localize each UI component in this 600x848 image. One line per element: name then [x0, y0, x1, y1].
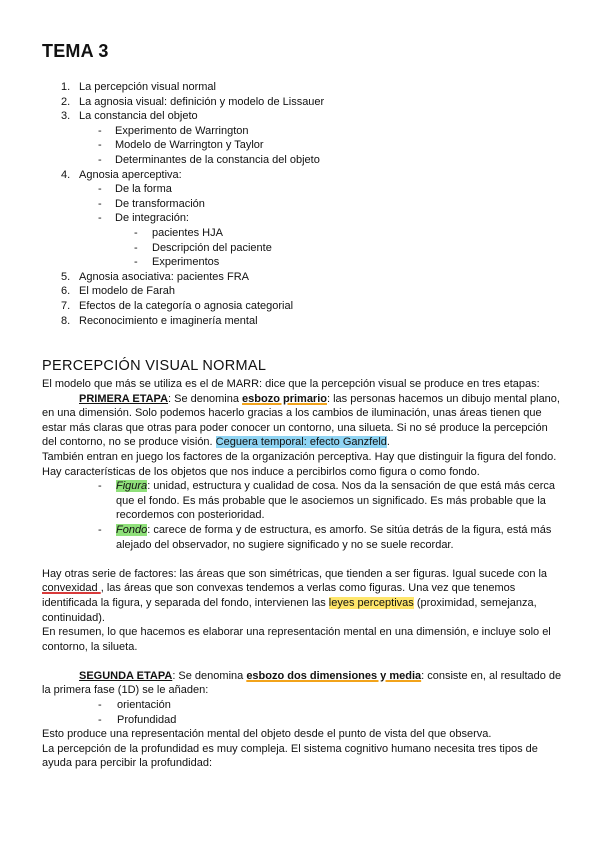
- toc-item: [0, 153, 600, 168]
- toc-marker: -: [98, 124, 102, 137]
- toc-marker: 1.: [61, 81, 71, 93]
- toc-marker: -: [98, 212, 102, 225]
- toc-marker: -: [98, 139, 102, 152]
- toc-marker: 3.: [61, 110, 71, 123]
- symmetry-paragraph: Hay otras serie de factores: las áreas que son simétricas, que tienden a ser figuras. Igual sucede con la convexidad , las áreas que son convexas tendemos a verlas como figuras. Una vez que tenemos identificada la figura, y separada del fondo, intervienen las leyes perceptivas (proximidad, semejanza, continuidad).: [42, 567, 548, 624]
- depth-paragraph: La percepción de la profundidad es muy compleja. El sistema cognitivo humano necesita tres tipos de ayuda para percibir la profundidad:: [42, 742, 538, 770]
- toc-item: [0, 299, 600, 314]
- toc-marker: 6.: [61, 285, 71, 298]
- toc-marker: 2.: [61, 95, 71, 108]
- toc-text: Agnosia asociativa: pacientes FRA: [79, 270, 249, 283]
- toc-text: Determinantes de la constancia del objeto: [115, 153, 320, 166]
- toc-item: [0, 182, 600, 197]
- fondo-term: Fondo: [116, 523, 148, 536]
- page-title: TEMA 3: [42, 41, 109, 61]
- toc-marker: 5.: [61, 270, 71, 283]
- list-item: - orientación: [98, 699, 171, 712]
- toc-item: [0, 314, 600, 329]
- toc-item: [0, 138, 600, 153]
- stage2-label: SEGUNDA ETAPA: [79, 669, 173, 682]
- intro-paragraph: El modelo que más se utiliza es el de MARR: dice que la percepción visual se produce en tres etapas:: [42, 378, 540, 390]
- list-item: - Fondo: carece de forma y de estructura, es amorfo. Se sitúa detrás de la figura, está más alejado del observador, no sugiere significado y no se suele recordar.: [98, 523, 552, 551]
- toc-text: La percepción visual normal: [79, 81, 216, 93]
- section-body: [42, 377, 562, 771]
- toc-item: [0, 109, 600, 124]
- toc-text: Experimentos: [152, 256, 220, 269]
- toc-marker: -: [98, 197, 102, 210]
- toc-item: [0, 197, 600, 212]
- toc-item: [0, 211, 600, 226]
- stage2-list: [42, 698, 562, 727]
- toc-item: [0, 168, 600, 183]
- toc-marker: -: [134, 241, 138, 254]
- toc-text: Experimento de Warrington: [115, 124, 249, 137]
- toc-text: Descripción del paciente: [152, 241, 272, 254]
- toc-marker: -: [98, 183, 102, 196]
- toc-text: La constancia del objeto: [79, 110, 198, 123]
- toc-item: [0, 270, 600, 285]
- toc-text: pacientes HJA: [152, 226, 223, 239]
- toc-marker: -: [134, 256, 138, 269]
- toc-marker: -: [98, 153, 102, 166]
- toc-text: Reconocimiento e imaginería mental: [79, 314, 258, 327]
- toc-marker: 8.: [61, 314, 71, 327]
- convexidad-term: convexidad: [42, 582, 101, 595]
- toc-item: [0, 241, 600, 256]
- section-heading: PERCEPCIÓN VISUAL NORMAL: [42, 358, 267, 374]
- figura-term: Figura: [116, 480, 148, 493]
- toc-item: [0, 284, 600, 299]
- toc-text: El modelo de Farah: [79, 285, 175, 298]
- toc-text: De integración:: [115, 212, 189, 225]
- stage1-paragraph: PRIMERA ETAPA: Se denomina esbozo primario: las personas hacemos un dibujo mental plano, en una dimensión. Solo podemos hacerlo gracias a los cambios de iluminación, unas áreas tienen que estar más claras que otras para poder conocer un contorno, una silueta. Si no sé produce la percepción del contorno, no se produce visión. Ceguera temporal: efecto Ganzfeld.: [42, 392, 560, 449]
- toc-text: Efectos de la categoría o agnosia categorial: [79, 299, 294, 312]
- toc-text: De la forma: [115, 183, 172, 196]
- representation-paragraph: Esto produce una representación mental del objeto desde el punto de vista del que observa.: [42, 728, 492, 741]
- leyes-highlight: leyes perceptivas: [328, 596, 414, 609]
- stage2-paragraph: SEGUNDA ETAPA: Se denomina esbozo dos dimensiones y media: consiste en, al resultado de la primera fase (1D) se le añaden:: [42, 669, 562, 697]
- toc-text: La agnosia visual: definición y modelo de Lissauer: [79, 95, 325, 108]
- toc-marker: -: [134, 226, 138, 239]
- toc-text: Agnosia aperceptiva:: [79, 168, 182, 181]
- toc-marker: 4.: [61, 168, 71, 181]
- toc-text: Modelo de Warrington y Taylor: [115, 139, 264, 152]
- factors-paragraph: También entran en juego los factores de la organización perceptiva. Hay que distinguir la figura del fondo. Hay características de los objetos que nos induce a percibirlos como figura o como fondo.: [42, 450, 557, 478]
- toc-item: [0, 226, 600, 241]
- figure-ground-list: [42, 479, 562, 552]
- table-of-contents: [0, 80, 600, 328]
- ganzfeld-highlight: Ceguera temporal: efecto Ganzfeld: [215, 436, 387, 449]
- stage1-label: PRIMERA ETAPA: [79, 392, 169, 405]
- toc-item: [0, 95, 600, 110]
- list-item: - Figura: unidad, estructura y cualidad de cosa. Nos da la sensación de que está más cerca que el fondo. Es más probable que le asociemos un significado. Es más probable que la recordemos con posterioridad.: [98, 480, 556, 522]
- toc-text: De transformación: [115, 197, 205, 210]
- list-item: - Profundidad: [98, 713, 177, 726]
- toc-item: [0, 124, 600, 139]
- stage2-term: esbozo dos dimensiones y media: [246, 669, 422, 682]
- stage1-term: esbozo primario: [242, 392, 327, 405]
- toc-item: [0, 255, 600, 270]
- toc-marker: 7.: [61, 299, 71, 312]
- summary-paragraph: En resumen, lo que hacemos es elaborar una representación mental en una dimensión, e incluye solo el contorno, la silueta.: [42, 626, 551, 653]
- toc-item: [0, 80, 600, 95]
